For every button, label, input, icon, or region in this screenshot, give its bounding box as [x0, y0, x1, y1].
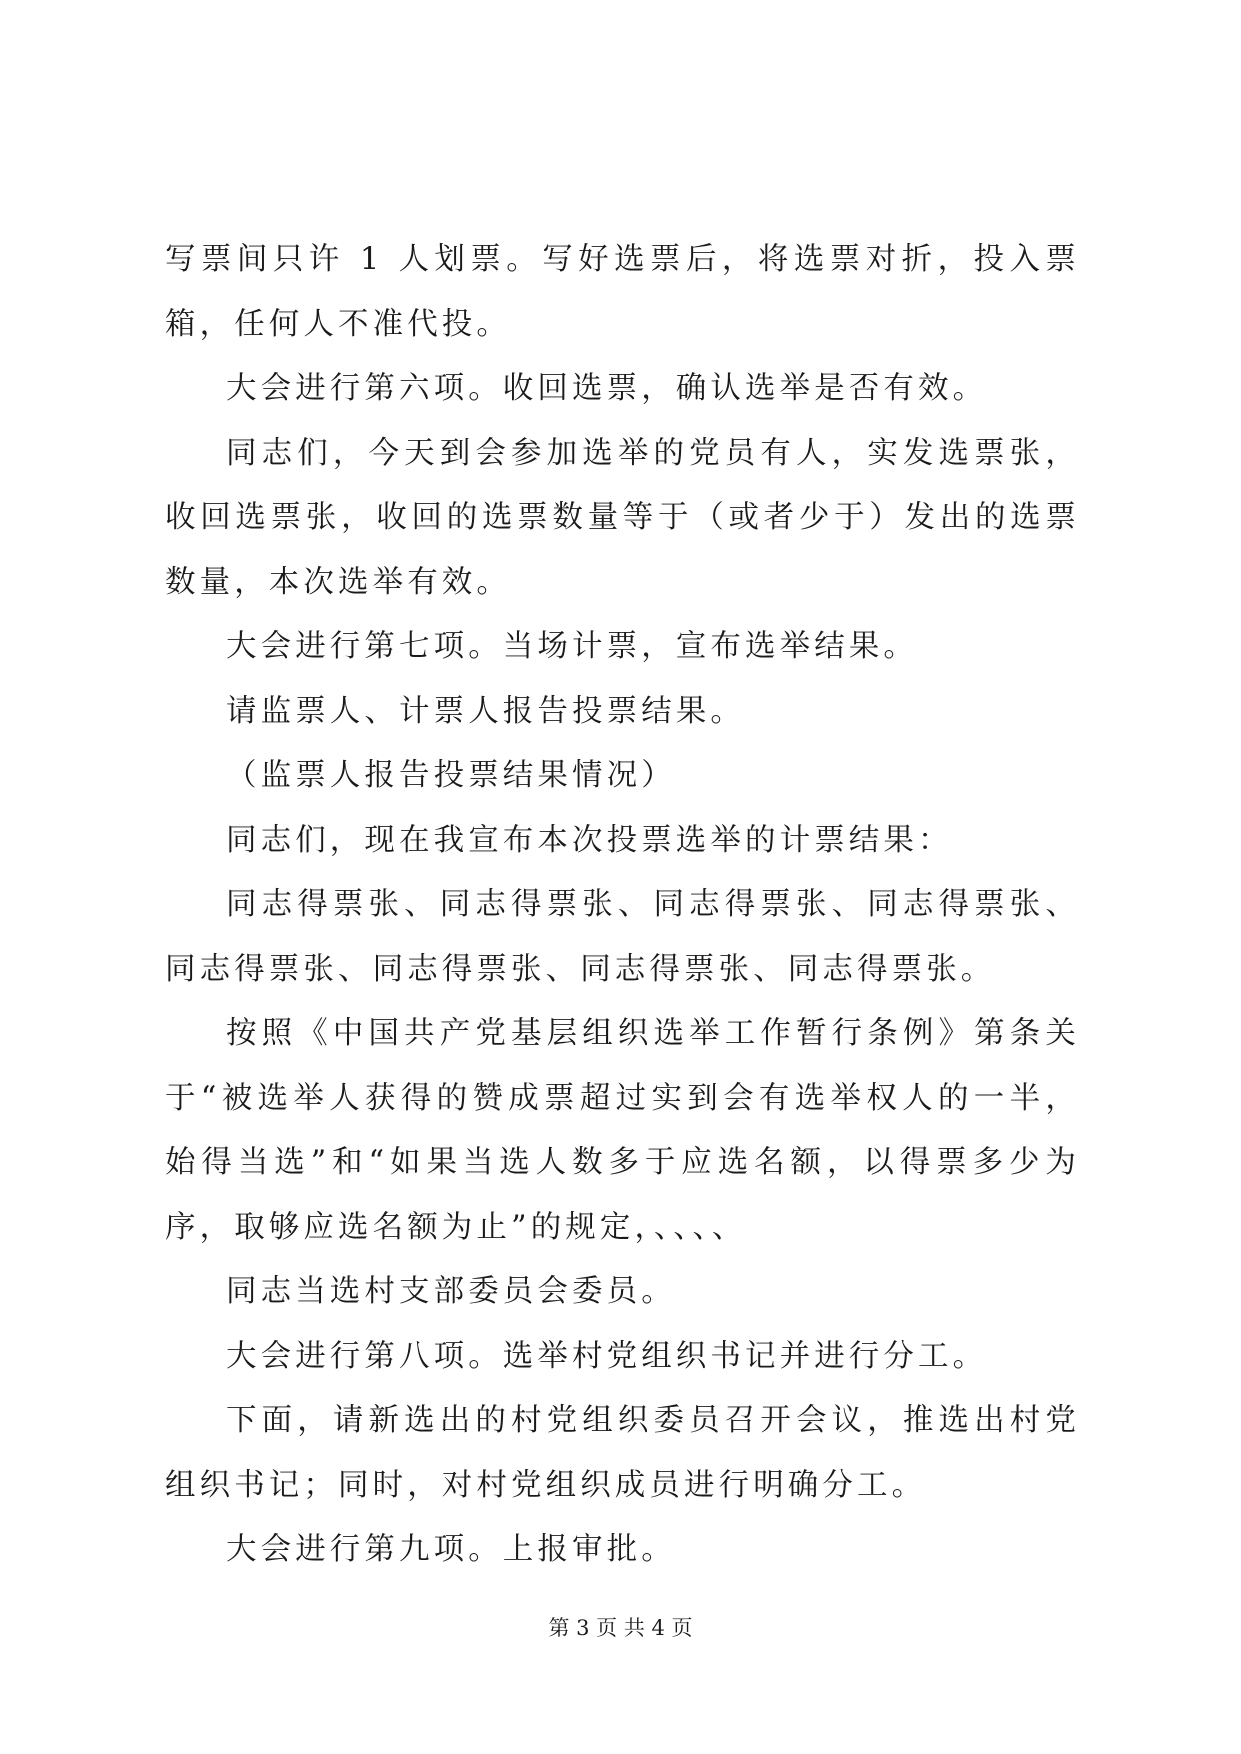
paragraph-3: 同志们，今天到会参加选举的党员有人，实发选票张，收回选票张，收回的选票数量等于（或者少于）发出的选票数量，本次选举有效。	[165, 435, 1080, 600]
paragraph-13: 大会进行第九项。上报审批。	[226, 1532, 676, 1567]
paragraph-2: 大会进行第六项。收回选票，确认选举是否有效。	[226, 371, 988, 406]
paragraph-11: 大会进行第八项。选举村党组织书记并进行分工。	[226, 1338, 988, 1374]
paragraph-12: 下面，请新选出的村党组织委员召开会议，推选出村党组织书记；同时，对村党组织成员进行明确分工。	[165, 1403, 1080, 1503]
paragraph-6: （监票人报告投票结果情况）	[226, 758, 676, 793]
page-footer: 第 3 页 共 4 页	[548, 1616, 693, 1640]
paragraph-10: 同志当选村支部委员会委员。	[226, 1274, 676, 1309]
paragraph-8: 同志得票张、同志得票张、同志得票张、同志得票张、同志得票张、同志得票张、同志得票张、同志得票张。	[165, 887, 1080, 987]
paragraph-5: 请监票人、计票人报告投票结果。	[226, 693, 745, 729]
paragraph-4: 大会进行第七项。当场计票，宣布选举结果。	[226, 629, 918, 664]
paragraph-9: 按照《中国共产党基层组织选举工作暂行条例》第条关于“被选举人获得的赞成票超过实到会有选举权人的一半，始得当选”和“如果当选人数多于应选名额，以得票多少为序，取够应选名额为止”的规定，、、、、	[165, 1016, 1080, 1245]
paragraph-1: 写票间只许 1 人划票。写好选票后，将选票对折，投入票箱，任何人不准代投。	[165, 242, 1080, 342]
paragraph-7: 同志们，现在我宣布本次投票选举的计票结果：	[226, 822, 953, 858]
document-body	[165, 228, 1080, 1583]
